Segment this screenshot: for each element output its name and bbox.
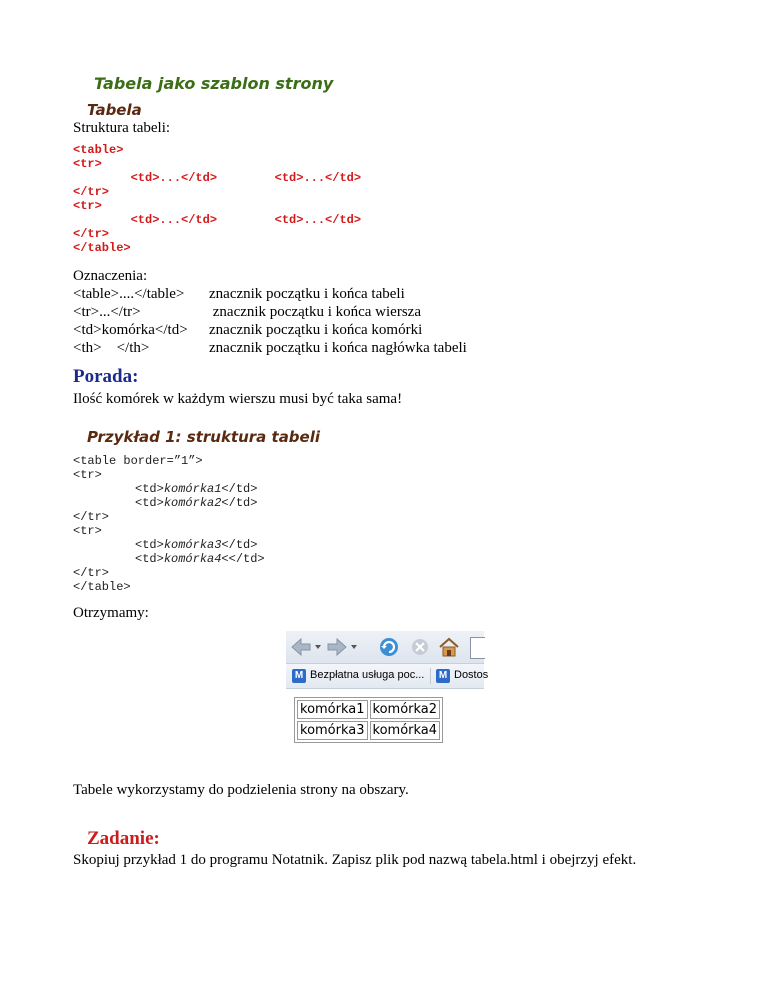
legend-tag: <td>komórka</td> — [73, 322, 188, 338]
code-line: <tr> — [73, 524, 102, 538]
tip-heading: Porada: — [73, 366, 139, 387]
page-title: Tabela jako szablon strony — [94, 74, 334, 93]
legend-desc: znacznik początku i końca tabeli — [209, 286, 405, 302]
bookmark-link[interactable]: Bezpłatna usługa poc... — [310, 669, 425, 681]
code-line: </table> — [73, 241, 131, 255]
summary-text: Tabele wykorzystamy do podzielenia strony na obszary. — [73, 782, 409, 798]
table-cell: komórka2 — [370, 700, 441, 719]
legend-tag: <table>....</table> — [73, 286, 185, 302]
section-heading-tabela: Tabela — [87, 101, 142, 119]
stop-icon[interactable] — [410, 637, 430, 657]
table-cell: komórka3 — [297, 721, 368, 740]
code-line: </tr> — [73, 566, 110, 580]
msn-favicon-icon: M — [292, 669, 306, 683]
back-icon[interactable] — [290, 637, 312, 657]
forward-dropdown-icon[interactable] — [350, 643, 358, 651]
code-line: </tr> — [73, 227, 110, 241]
code-line: <td>komórka3</td> — [135, 538, 258, 552]
code-line: <tr> — [73, 157, 102, 171]
legend-desc: znacznik początku i końca komórki — [209, 322, 423, 338]
address-bar-edge[interactable] — [470, 637, 485, 659]
table-cell: komórka1 — [297, 700, 368, 719]
code-line: <tr> — [73, 468, 102, 482]
code-line: <td>...</td> <td>...</td> — [73, 213, 362, 227]
legend-desc: znacznik początku i końca nagłówka tabeli — [209, 340, 467, 356]
code-line: <table border=”1”> — [73, 454, 203, 468]
legend-tag: <th> </th> — [73, 340, 150, 356]
table-cell: komórka4 — [370, 721, 441, 740]
code-line: <td>...</td> <td>...</td> — [73, 171, 362, 185]
refresh-icon[interactable] — [378, 636, 400, 658]
code-line: <tr> — [73, 199, 102, 213]
result-label: Otrzymamy: — [73, 605, 149, 621]
code-line: <td>komórka4<</td> — [135, 552, 265, 566]
legend-tag: <tr>...</tr> — [73, 304, 141, 320]
code-line: </tr> — [73, 510, 110, 524]
rendered-table — [294, 697, 443, 743]
browser-screenshot — [286, 631, 489, 745]
task-text: Skopiuj przykład 1 do programu Notatnik. Zapisz plik pod nazwą tabela.html i obejrzyj efekt. — [73, 852, 637, 868]
home-icon[interactable] — [438, 636, 460, 658]
table-row — [297, 700, 440, 719]
forward-icon[interactable] — [326, 637, 348, 657]
task-heading: Zadanie: — [87, 828, 160, 849]
browser-toolbar — [286, 631, 484, 664]
table-row — [297, 721, 440, 740]
bookmarks-bar — [286, 664, 489, 689]
code-line: <table> — [73, 143, 124, 157]
separator — [430, 668, 431, 684]
code-line: <td>komórka1</td> — [135, 482, 258, 496]
msn-favicon-icon: M — [436, 669, 450, 683]
legend-desc: znacznik początku i końca wiersza — [209, 304, 421, 320]
bookmark-link[interactable]: Dostos — [454, 669, 489, 681]
example-heading: Przykład 1: struktura tabeli — [87, 428, 321, 446]
code-line: </table> — [73, 580, 131, 594]
code-line: </tr> — [73, 185, 110, 199]
tip-text: Ilość komórek w każdym wierszu musi być taka sama! — [73, 391, 403, 407]
back-dropdown-icon[interactable] — [314, 643, 322, 651]
intro-text: Struktura tabeli: — [73, 120, 171, 136]
legend-title: Oznaczenia: — [73, 268, 148, 284]
code-line: <td>komórka2</td> — [135, 496, 258, 510]
